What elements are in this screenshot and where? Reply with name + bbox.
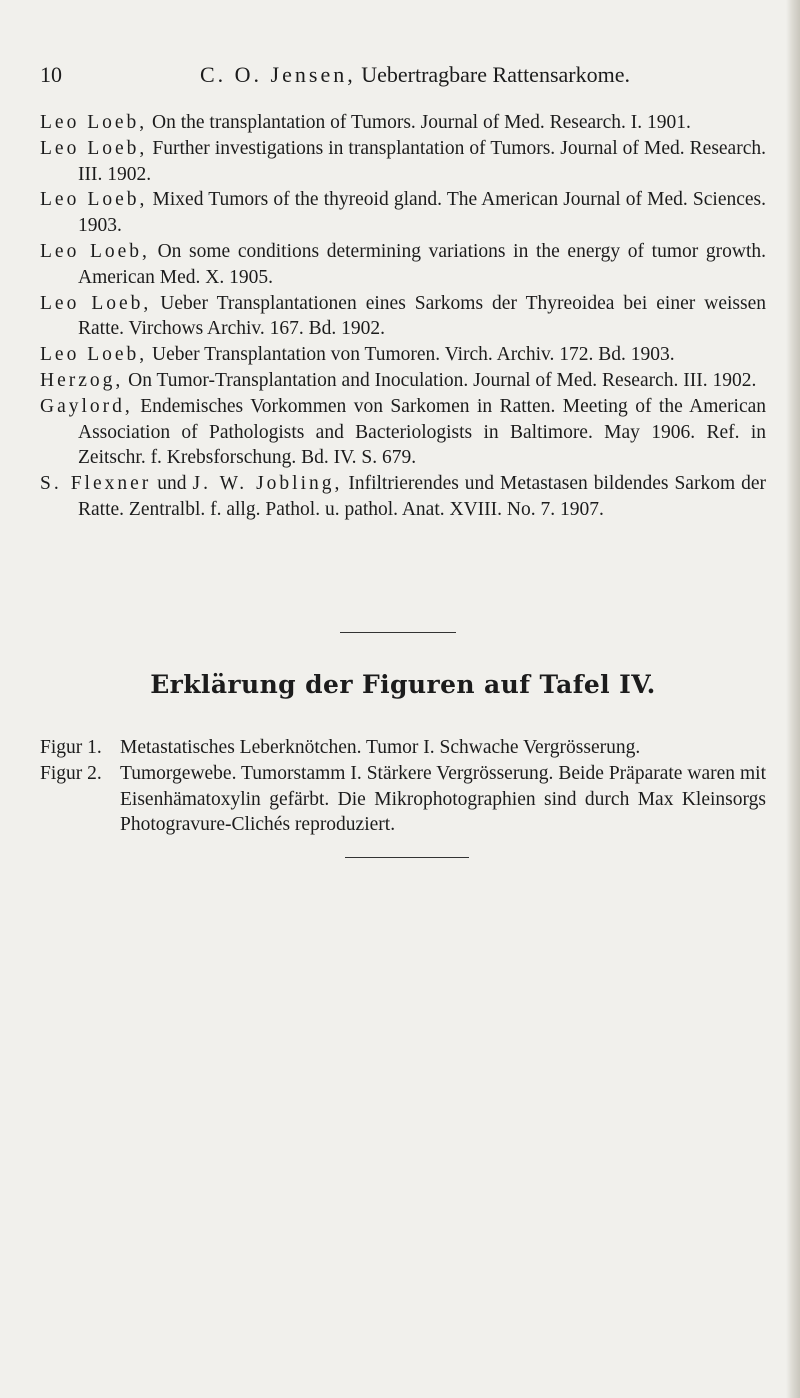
- end-divider: [345, 857, 469, 858]
- reference-item: [40, 394, 766, 471]
- reference-author: Gaylord,: [40, 395, 133, 417]
- reference-author: Leo Loeb,: [40, 137, 148, 159]
- reference-text: On Tumor-Transplantation and Inoculation. Journal of Med. Research. III. 1902.: [128, 369, 757, 391]
- section-divider: [340, 632, 456, 633]
- reference-author: J. W. Jobling,: [192, 473, 343, 495]
- reference-item: [40, 239, 766, 291]
- reference-list: [40, 110, 766, 523]
- figure-label: Figur 2.: [40, 762, 102, 784]
- running-header: [40, 62, 760, 92]
- reference-text: Endemisches Vorkommen von Sarkomen in Ratten. Meeting of the American Association of Pathologists and Bacteriologists in Baltimore. May 1906. Ref. in Zeitschr. f. Krebsforschung. Bd. IV. S. 679.: [78, 395, 767, 469]
- figure-text: Metastatisches Leberknötchen. Tumor I. Schwache Vergrösserung.: [120, 737, 641, 758]
- section-heading: Erklärung der Figuren auf Tafel IV.: [150, 670, 656, 699]
- reference-text: Ueber Transplantationen eines Sarkoms der Thyreoidea bei einer weissen Ratte. Virchows Archiv. 167. Bd. 1902.: [78, 292, 766, 340]
- reference-author: S. Flexner: [40, 473, 152, 495]
- reference-author: Leo Loeb,: [40, 112, 148, 133]
- reference-author: Leo Loeb,: [40, 189, 148, 211]
- reference-author: Leo Loeb,: [40, 292, 152, 314]
- reference-author: Leo Loeb,: [40, 240, 150, 262]
- reference-conjunction: und: [151, 473, 193, 495]
- header-title: Uebertragbare Rattensarkome.: [361, 62, 630, 87]
- reference-text: Infiltrierendes und Metastasen bildendes Sarkom der Ratte. Zentralbl. f. allg. Pathol. u. pathol. Anat. XVIII. No. 7. 1907.: [78, 473, 766, 520]
- figure-text: Tumorgewebe. Tumorstamm I. Stärkere Vergrösserung. Beide Präparate waren mit Eisenhämatoxylin gefärbt. Die Mikrophotographien sind durch Max Kleinsorgs Photogravure-Clichés reproduziert.: [120, 762, 766, 836]
- figure-caption: [40, 735, 766, 761]
- page-number: 10: [40, 62, 62, 87]
- reference-text: On the transplantation of Tumors. Journal of Med. Research. I. 1901.: [152, 112, 691, 133]
- reference-item: [40, 471, 766, 523]
- reference-item: [40, 136, 766, 188]
- reference-text: Mixed Tumors of the thyreoid gland. The American Journal of Med. Sciences. 1903.: [78, 189, 766, 237]
- reference-text: On some conditions determining variations in the energy of tumor growth. American Med. X. 1905.: [78, 240, 767, 288]
- figure-captions: [40, 735, 766, 838]
- reference-text: Further investigations in transplantation of Tumors. Journal of Med. Research. III. 1902.: [78, 137, 766, 185]
- reference-item: [40, 291, 766, 343]
- running-title: [200, 62, 630, 88]
- figure-label: Figur 1.: [40, 737, 102, 758]
- page-edge-shadow: [786, 0, 800, 1398]
- figure-caption: [40, 761, 766, 838]
- header-author: C. O. Jensen,: [200, 62, 356, 87]
- reference-author: Leo Loeb,: [40, 344, 148, 366]
- reference-text: Ueber Transplantation von Tumoren. Virch. Archiv. 172. Bd. 1903.: [152, 344, 675, 366]
- reference-item: [40, 368, 766, 394]
- reference-item: [40, 187, 766, 239]
- reference-item: [40, 342, 766, 368]
- reference-item: [40, 110, 766, 136]
- reference-author: Herzog,: [40, 369, 124, 391]
